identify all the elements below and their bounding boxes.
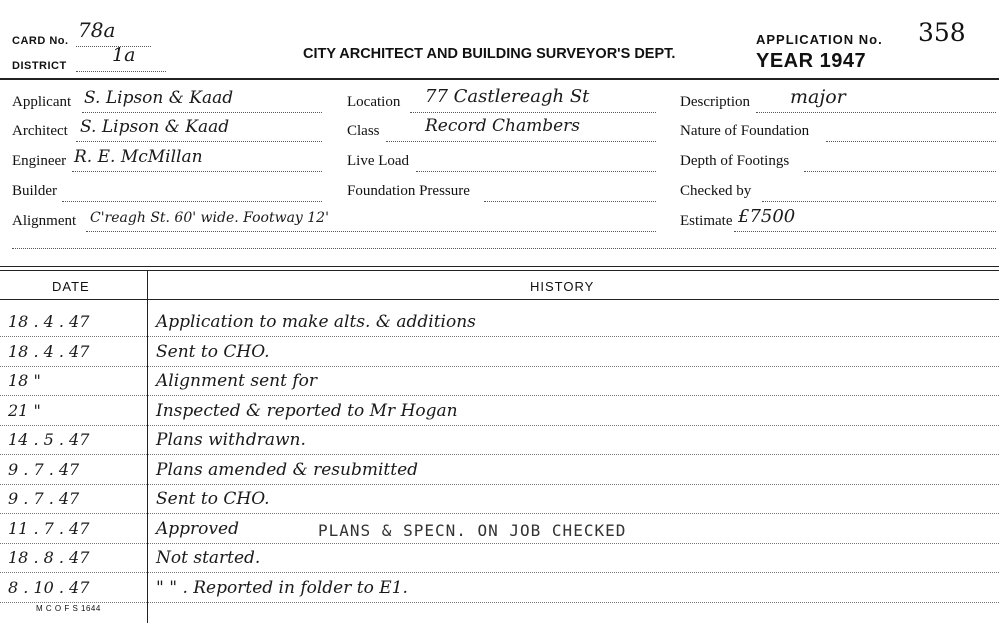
district-line [76, 71, 166, 72]
history-entry: Inspected & reported to Mr Hogan [156, 400, 458, 421]
description-label: Description [680, 94, 750, 110]
history-top-rule-2 [0, 270, 999, 271]
district-value: 1a [112, 44, 136, 66]
class-label: Class [347, 123, 380, 139]
fields-bottom-line [12, 248, 996, 249]
history-row-line [0, 425, 999, 426]
history-entry: Not started. [156, 548, 261, 568]
description-value: major [790, 86, 846, 108]
history-row-line [0, 336, 999, 337]
history-entry: Sent to CHO. [156, 341, 270, 362]
history-column-divider [147, 271, 148, 623]
history-date: 18 . 4 . 47 [8, 312, 90, 331]
history-date: 11 . 7 . 47 [8, 518, 90, 538]
date-header: DATE [52, 279, 90, 294]
engineer-value: R. E. McMillan [74, 147, 203, 167]
live-load-line [416, 171, 656, 172]
history-date: 18 . 8 . 47 [8, 548, 90, 567]
form-code: M C O F S 1644 [36, 604, 101, 613]
approval-stamp: PLANS & SPECN. ON JOB CHECKED [318, 521, 627, 540]
year-label: YEAR 1947 [756, 50, 867, 72]
history-date: 9 . 7 . 47 [8, 489, 80, 508]
history-date: 18 " [8, 371, 41, 390]
checked-by-line [762, 201, 996, 202]
architect-label: Architect [12, 123, 68, 139]
engineer-label: Engineer [12, 153, 67, 169]
architect-value: S. Lipson & Kaad [80, 117, 230, 137]
history-row-line [0, 602, 999, 603]
builder-label: Builder [12, 183, 57, 199]
location-value: 77 Castlereagh St [425, 86, 590, 107]
history-row-line [0, 366, 999, 367]
history-entry: Approved [156, 518, 239, 539]
card-no-label: CARD No. [12, 35, 69, 47]
alignment-label: Alignment [12, 213, 77, 229]
checked-by-label: Checked by [680, 183, 752, 199]
architect-line [76, 141, 322, 142]
class-value: Record Chambers [425, 116, 581, 136]
history-top-rule-1 [0, 266, 999, 267]
live-load-label: Live Load [347, 153, 410, 169]
history-entry: " " . Reported in folder to E1. [156, 577, 408, 598]
depth-footings-label: Depth of Footings [680, 153, 790, 169]
alignment-line [86, 231, 656, 232]
estimate-value: £7500 [738, 206, 796, 227]
history-entry: Sent to CHO. [156, 489, 270, 509]
class-line [386, 141, 656, 142]
builder-line [62, 201, 322, 202]
history-date: 14 . 5 . 47 [8, 430, 90, 449]
applicant-line [82, 112, 322, 113]
depth-footings-line [804, 171, 996, 172]
nature-foundation-line [826, 141, 996, 142]
nature-foundation-label: Nature of Foundation [680, 123, 810, 139]
card-no-value: 78a [78, 18, 116, 42]
location-label: Location [347, 94, 401, 110]
location-line [410, 112, 656, 113]
history-row-line [0, 395, 999, 396]
history-row-line [0, 454, 999, 455]
dept-title: CITY ARCHITECT AND BUILDING SURVEYOR'S DEPT. [303, 46, 676, 62]
history-row-line [0, 484, 999, 485]
history-entry: Alignment sent for [156, 371, 317, 391]
application-number: 358 [918, 18, 966, 47]
history-row-line [0, 572, 999, 573]
history-date: 9 . 7 . 47 [8, 459, 80, 479]
history-row-line [0, 513, 999, 514]
applicant-value: S. Lipson & Kaad [84, 88, 234, 108]
engineer-line [72, 171, 322, 172]
foundation-pressure-label: Foundation Pressure [347, 183, 470, 199]
description-line [756, 112, 996, 113]
history-date: 8 . 10 . 47 [8, 577, 90, 597]
applicant-label: Applicant [12, 94, 72, 110]
history-date: 21 " [8, 400, 41, 420]
history-entry: Plans withdrawn. [156, 430, 306, 450]
history-entry: Plans amended & resubmitted [156, 459, 419, 480]
application-label: APPLICATION No. [756, 32, 883, 47]
history-entry: Application to make alts. & additions [156, 312, 476, 332]
history-header-rule [0, 299, 999, 300]
estimate-label: Estimate [680, 213, 733, 229]
history-date: 18 . 4 . 47 [8, 341, 90, 361]
history-header: HISTORY [530, 279, 595, 294]
foundation-pressure-line [484, 201, 656, 202]
estimate-line [734, 231, 996, 232]
district-label: DISTRICT [12, 60, 67, 72]
alignment-value: C'reagh St. 60' wide. Footway 12' [90, 210, 329, 226]
header-rule [0, 78, 999, 80]
history-row-line [0, 543, 999, 544]
